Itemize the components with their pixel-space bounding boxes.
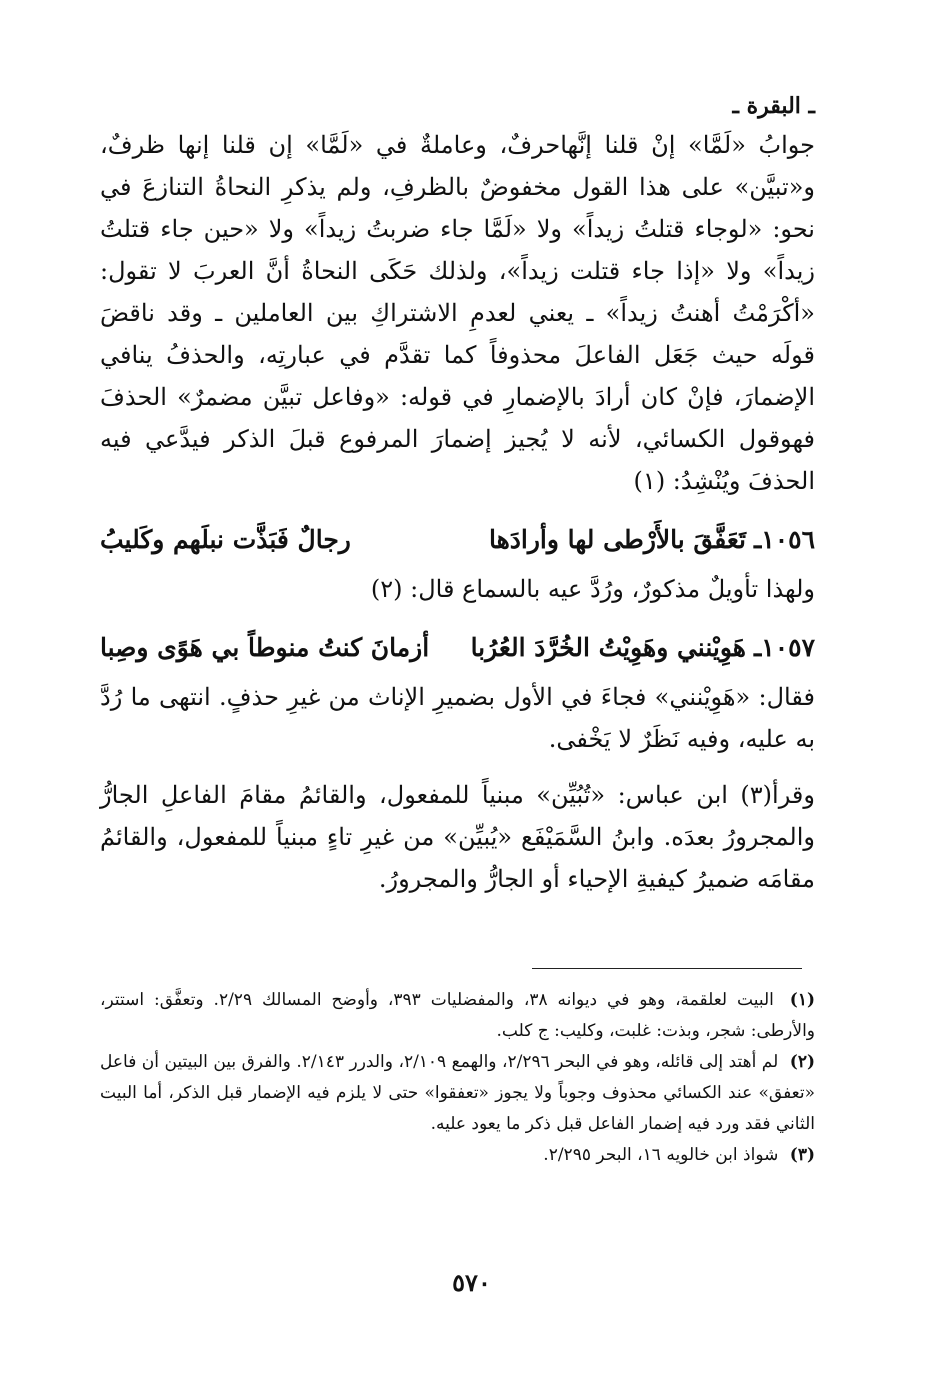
verse-hemistich-2: أزمانَ كنتُ منوطاً بي هَوًى وصِبا (100, 633, 430, 662)
verse-1057 (100, 626, 815, 670)
footnote-number: (٣) (789, 1145, 815, 1165)
footnote-2 (100, 1047, 815, 1140)
footnote-separator (532, 968, 802, 969)
verse-number: ١٠٥٦ـ (753, 525, 815, 554)
footnote-1 (100, 985, 815, 1047)
page-body (100, 88, 815, 900)
footnotes (100, 985, 815, 1171)
paragraph-4: وقرأ(٣) ابن عباس: «تُبُيِّن» مبنياً للمفعول، والقائمُ مقامَ الفاعلِ الجارُّ والمجرورُ بعدَه. وابنُ السَّمَيْفَع «يُبيِّن» من غيرِ تاءٍ مبنياً للمفعول، والقائمُ مقامَه ضميرُ كيفيةِ الإحياء أو الجارُّ والمجرورُ. (100, 781, 815, 893)
footnote-number: (٢) (789, 1052, 816, 1072)
running-header: ـ البقرة ـ (732, 93, 815, 119)
footnote-text: شواذ ابن خالويه ١٦، البحر ٢/٢٩٥. (543, 1145, 779, 1165)
paragraph-3: فقال: «هَوِيْنني» فجاءَ في الأول بضميرِ الإناث من غيرِ حذفٍ. انتهى ما رُدَّ به عليه، وفيه نَظَرٌ لا يَخْفى. (100, 683, 815, 753)
footnote-number: (١) (789, 990, 816, 1010)
paragraph-1: جوابُ «لَمَّا» إنْ قلنا إنَّهاحرفٌ، وعاملةٌ في «لَمَّا» إن قلنا إنها ظرفٌ، و«تبيَّن» على هذا القول مخفوضٌ بالظرفِ، ولم يذكرِ النحاةُ التنازعَ في نحو: «لوجاء قتلتُ زيداً» ولا «لَمَّا جاء ضربتُ زيداً» ولا «حين جاء قتلتُ زيداً» ولا «إذا جاء قتلت زيداً»، ولذلك حَكَى النحاةُ أنَّ العربَ لا تقول: «أكْرَمْتُ أهنتُ زيداً» ـ يعني لعدمِ الاشتراكِ بين العاملين ـ وقد ناقضَ قولَه حيث جَعَل الفاعلَ محذوفاً كما تقدَّم في عبارتِه، والحذفُ ينافي الإضمارَ، فإنْ كان أرادَ بالإضمارِ في قوله: «وفاعل تبيَّن مضمرٌ» الحذفَ فهوقول الكسائي، لأنه لا يُجيز إضمارَ المرفوع قبلَ الذكر فيدَّعي فيه الحذفَ ويُنْشِدُ: (١) (100, 131, 815, 495)
verse-hemistich-1: هَوِيْنني وهَوِيْتُ الخُرَّدَ العُرُبا (470, 633, 746, 662)
footnote-text: البيت لعلقمة، وهو في ديوانه ٣٨، والمفضليات ٣٩٣، وأوضح المسالك ٢/٢٩. وتعفَّق: استتر، والأرطى: شجر، وبذت: غلبت، وكليب: ج كلب. (100, 990, 815, 1041)
verse-hemistich-2: رجالٌ فَبَذَّت نبلَهم وكَليبُ (100, 525, 351, 554)
page-number: ٥٧٠ (452, 1268, 491, 1297)
paragraph-2: ولهذا تأويلٌ مذكورٌ، ورُدَّ عيه بالسماع قال: (٢) (370, 575, 815, 603)
footnote-text: لم أهتد إلى قائله، وهو في البحر ٢/٢٩٦، والهمع ٢/١٠٩، والدرر ٢/١٤٣. والفرق بين البيتين أن فاعل «تعفق» عند الكسائي محذوف وجوباً ولا يجوز «تعفقوا» حتى لا يلزم فيه الإضمار قبل الذكر، أما البيت الثاني فقد ورد فيه إضمار الفاعل قبل ذكر ما يعود عليه. (100, 1052, 815, 1134)
verse-number: ١٠٥٧ـ (753, 633, 815, 662)
footnote-3 (100, 1140, 815, 1171)
verse-hemistich-1: تَعَفَّقَ بالأَرْطى لها وأرادَها (488, 525, 746, 554)
verse-1056 (100, 518, 815, 562)
